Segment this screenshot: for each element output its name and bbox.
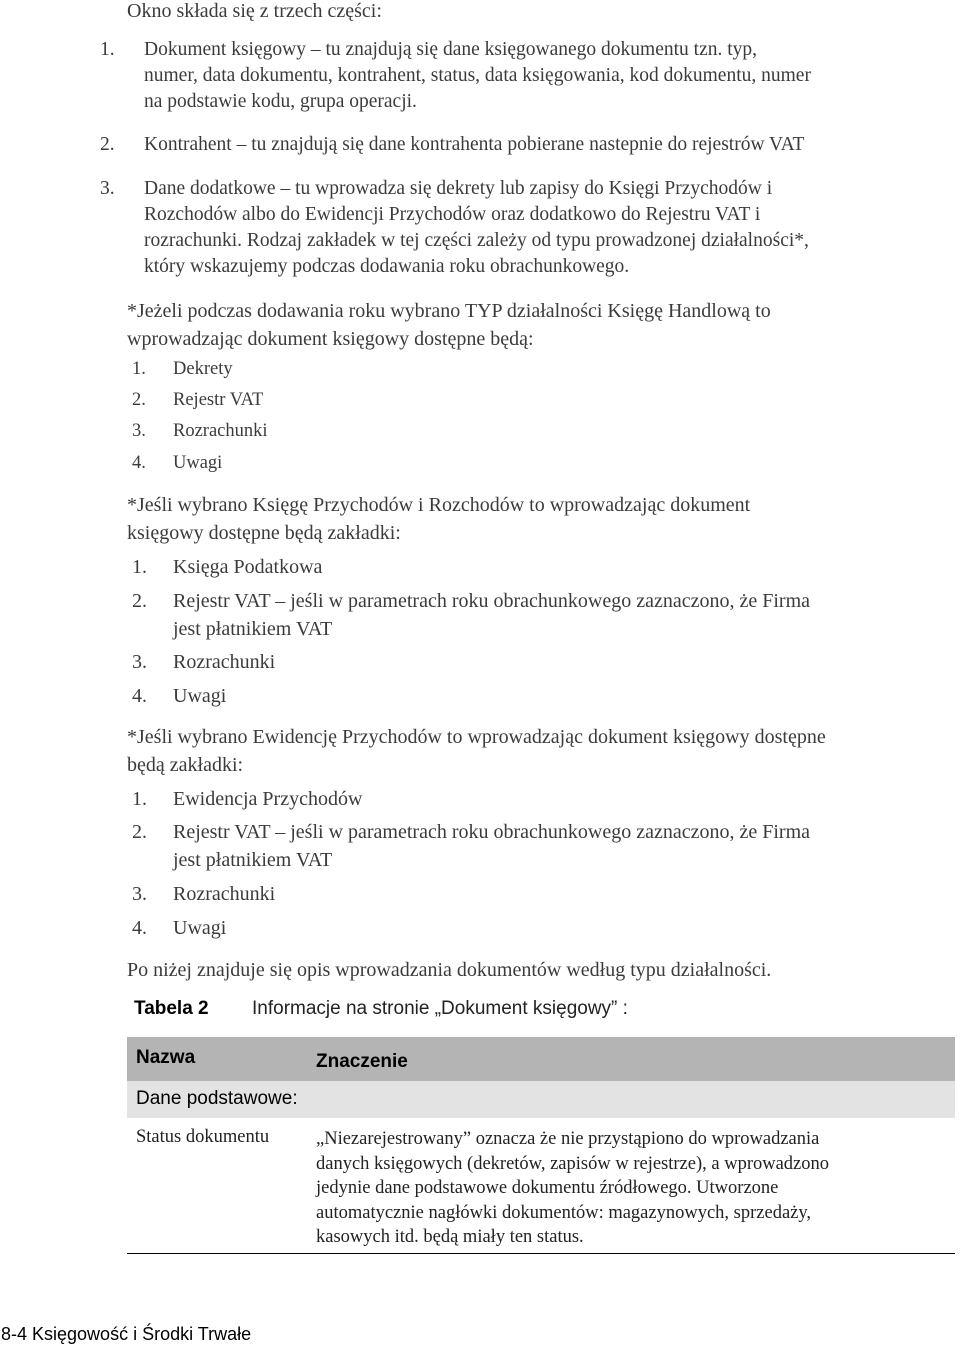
list-number: 1. [132,788,147,810]
text-line: Dane dodatkowe – tu wprowadza się dekrety lub zapisy do Księgi Przychodów i [144,178,773,199]
list-number: 4. [132,685,147,707]
text-line: Dokument księgowy – tu znajdują się dane księgowanego dokumentu tzn. typ, [144,39,758,60]
text-line: na podstawie kodu, grupa operacji. [144,91,417,112]
list-number: 2. [132,590,147,612]
table-caption-text: Informacje na stronie „Dokument księgowy” : [252,998,628,1019]
list-number: 2. [132,821,147,843]
table-cell-meaning [316,1127,916,1250]
list-number: 2. [132,390,146,410]
text-line: danych księgowych (dekretów, zapisów w rejestrze), a wprowadzono [316,1153,830,1174]
table-header-bar [127,1037,955,1081]
list-number: 2. [100,134,115,155]
text-line: Rozrachunki [173,883,276,905]
table-bottom-rule [127,1253,955,1254]
text-line: będą zakładki: [127,754,244,776]
table-subheader-label: Dane podstawowe: [136,1088,298,1109]
text-line: *Jeśli wybrano Ewidencję Przychodów to wprowadzając dokument księgowy dostępne [127,726,826,748]
table-header-name: Nazwa [136,1047,196,1068]
text-line: automatycznie nagłówki dokumentów: magazynowych, sprzedaży, [316,1202,812,1223]
text-line: jedynie dane podstawowe dokumentu źródłowego. Utworzone [316,1178,779,1199]
text-line: Kontrahent – tu znajdują się dane kontrahenta pobierane nastepnie do rejestrów VAT [144,134,805,155]
text-line: *Jeżeli podczas dodawania roku wybrano TYP działalności Księgę Handlową to [127,300,771,322]
section3-paragraph [127,723,960,779]
text-line: Księga Podatkowa [173,556,323,578]
list-number: 3. [132,651,147,673]
text-line: Ewidencja Przychodów [173,788,363,810]
list-number: 1. [132,556,147,578]
list-item-text: Uwagi [173,453,223,473]
list-item-text: Rozrachunki [173,421,268,441]
table-caption-label: Tabela 2 [134,998,209,1019]
intro-text: Okno składa się z trzech części: [127,0,382,22]
text-line: jest płatnikiem VAT [173,618,333,640]
section2-paragraph [127,491,960,547]
text-line: wprowadzając dokument księgowy dostępne będą: [127,328,534,350]
list-item-text: Dekrety [173,359,233,379]
text-line: jest płatnikiem VAT [173,849,333,871]
text-line: który wskazujemy podczas dodawania roku obrachunkowego. [144,256,630,277]
list-number: 4. [132,453,146,473]
page-footer: 8-4 Księgowość i Środki Trwałe [1,1324,252,1344]
text-line: *Jeśli wybrano Księgę Przychodów i Rozchodów to wprowadzając dokument [127,494,751,516]
list-number: 3. [132,883,147,905]
text-line: księgowy dostępne będą zakładki: [127,522,401,544]
text-line: Rozchodów albo do Ewidencji Przychodów oraz dodatkowo do Rejestru VAT i [144,204,761,225]
list-number: 1. [100,39,115,60]
list-number: 3. [132,421,146,441]
list-number: 3. [100,178,115,199]
text-line: numer, data dokumentu, kontrahent, status, data księgowania, kod dokumentu, numer [144,65,811,86]
closing-paragraph: Po niżej znajduje się opis wprowadzania dokumentów według typu działalności. [127,959,772,981]
text-line: kasowych itd. będą miały ten status. [316,1227,584,1248]
text-line: Rejestr VAT – jeśli w parametrach roku obrachunkowego zaznaczono, że Firma [173,821,811,843]
list-item-text: Rejestr VAT [173,390,264,410]
table-cell-name: Status dokumentu [136,1127,270,1147]
section1-paragraph [127,297,960,353]
list-number: 1. [132,359,146,379]
text-line: Uwagi [173,917,227,939]
text-line: „Niezarejestrowany” oznacza że nie przystąpiono do wprowadzania [316,1129,820,1149]
text-line: Uwagi [173,685,227,707]
table-header-meaning: Znaczenie [316,1051,408,1072]
text-line: rozrachunki. Rodzaj zakładek w tej części zależy od typu prowadzonej działalności*, [144,230,809,251]
text-line: Rejestr VAT – jeśli w parametrach roku obrachunkowego zaznaczono, że Firma [173,590,811,612]
text-line: Rozrachunki [173,651,276,673]
list-number: 4. [132,917,147,939]
